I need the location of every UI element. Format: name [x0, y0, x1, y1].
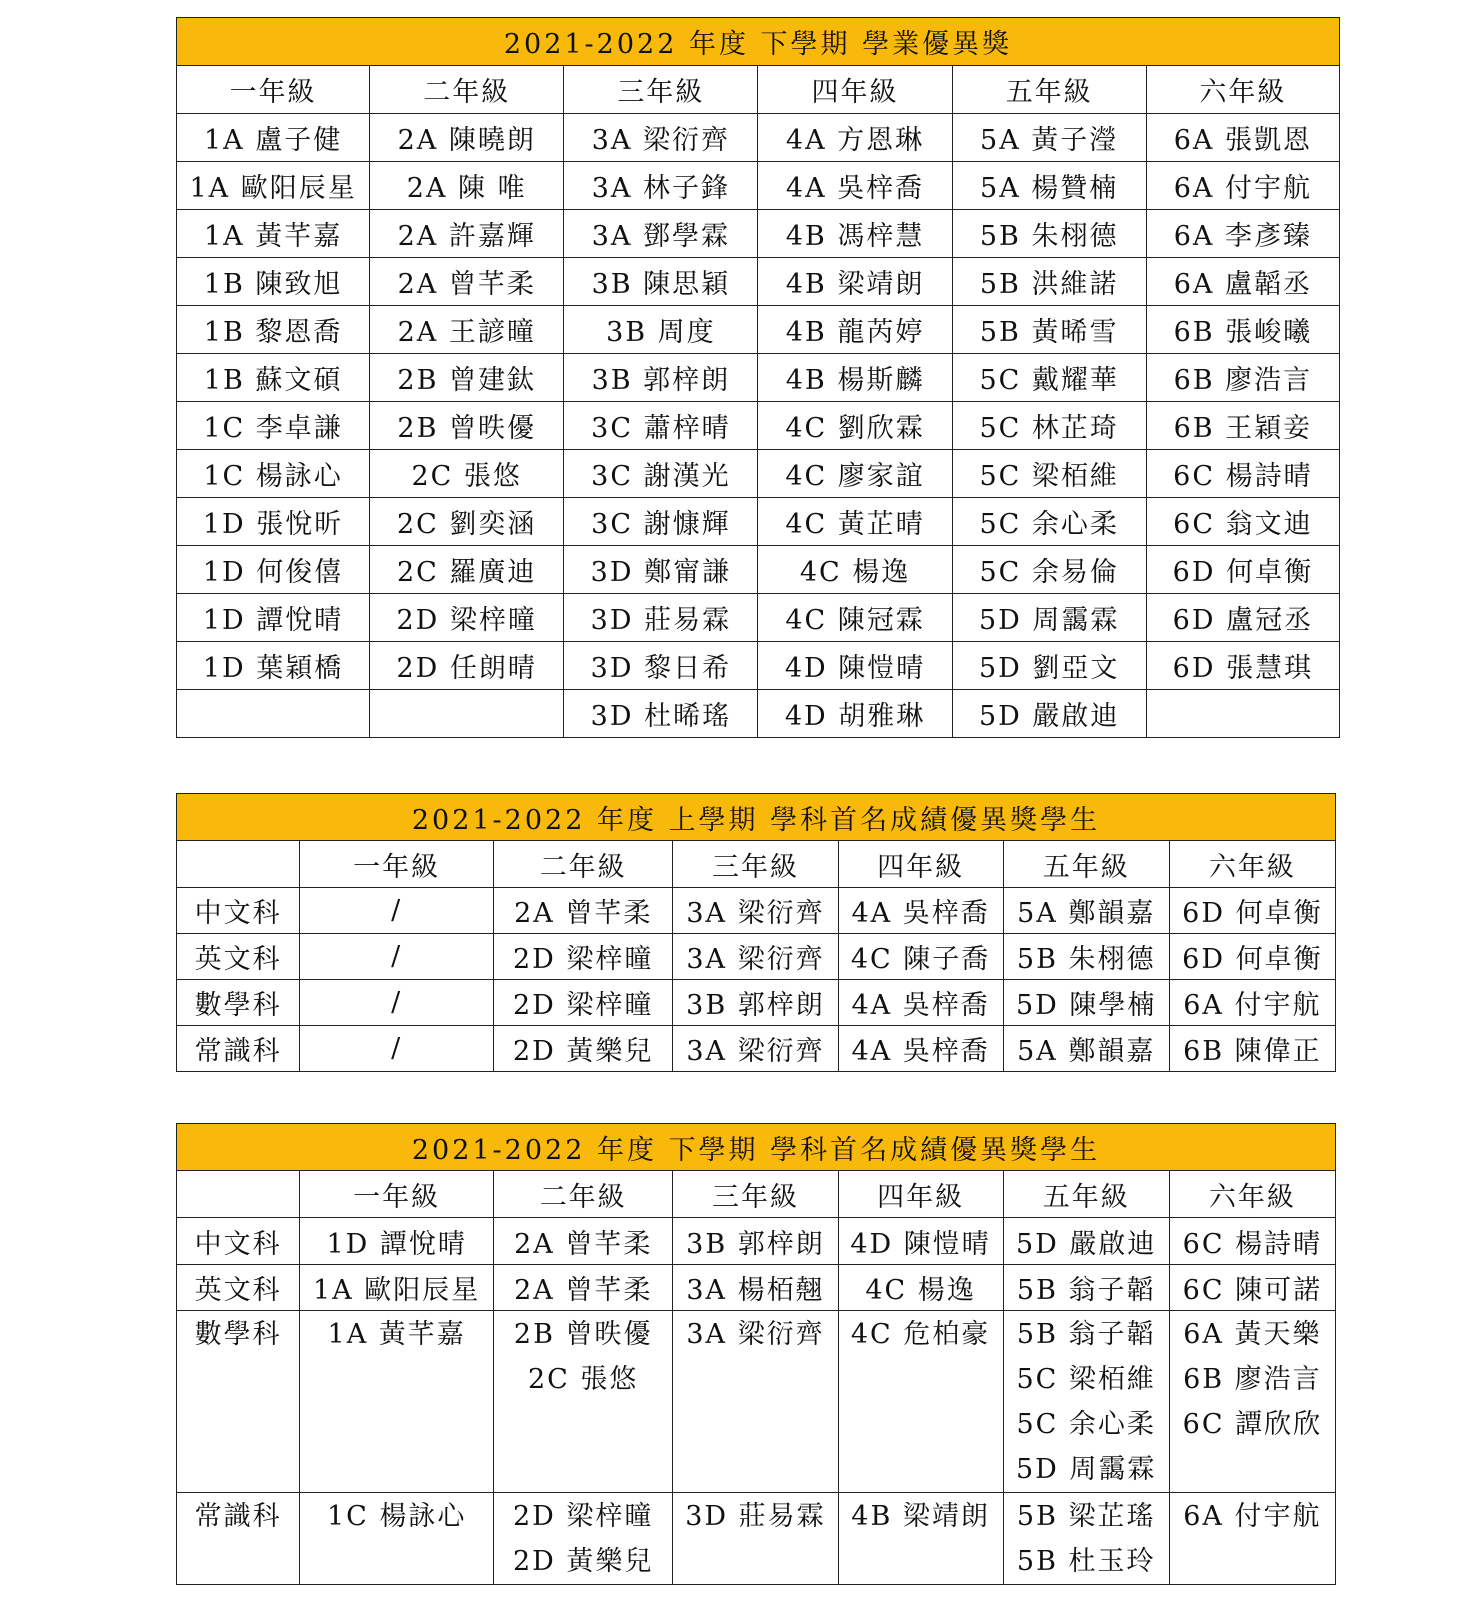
student-cell: 6A 付宇航: [1169, 980, 1335, 1026]
grade-header: 六年級: [1169, 841, 1335, 888]
grade-header: 一年級: [300, 841, 494, 888]
table-row: [177, 162, 1340, 210]
student-name: 4B 梁靖朗: [851, 1501, 990, 1532]
student-cell: 2D 黃樂兒: [494, 1026, 673, 1072]
student-cell: [673, 1265, 838, 1311]
grade-header-row: [177, 66, 1340, 114]
student-cell: 1D 葉穎橋: [177, 642, 370, 690]
grade-header-row: [177, 1171, 1336, 1218]
student-cell: [673, 1493, 838, 1585]
student-cell: 6D 何卓衡: [1146, 546, 1339, 594]
student-cell: 4B 龍芮婷: [758, 306, 952, 354]
student-cell: 4B 馮梓慧: [758, 210, 952, 258]
grade-header: 三年級: [673, 841, 838, 888]
subject-label: 數學科: [177, 1311, 300, 1493]
subject-label: 常識科: [177, 1026, 300, 1072]
grade-header: 四年級: [838, 841, 1003, 888]
table-title: 2021-2022 年度 上學期 學科首名成績優異獎學生: [177, 794, 1336, 841]
student-cell: 6B 張峻曦: [1146, 306, 1339, 354]
student-cell: 2B 曾建鈦: [370, 354, 564, 402]
student-cell: 1D 譚悅晴: [177, 594, 370, 642]
student-name: 1D 譚悅晴: [326, 1228, 467, 1260]
student-cell: 6C 翁文迪: [1146, 498, 1339, 546]
table-row: [177, 210, 1340, 258]
student-cell: 3B 周度: [564, 306, 758, 354]
table-row: [177, 450, 1340, 498]
student-cell: [838, 1311, 1003, 1493]
student-cell: 5A 鄭韻嘉: [1003, 888, 1169, 934]
student-cell: 3C 蕭梓晴: [564, 402, 758, 450]
student-cell: 2A 王諺曈: [370, 306, 564, 354]
student-cell: 6D 何卓衡: [1169, 888, 1335, 934]
student-cell: 3A 梁衍齊: [673, 888, 838, 934]
student-name: 6C 楊詩晴: [1182, 1228, 1323, 1260]
table-row: [177, 114, 1340, 162]
student-cell: 1B 陳致旭: [177, 258, 370, 306]
student-cell: 6A 李彥臻: [1146, 210, 1339, 258]
student-cell: 4D 胡雅琳: [758, 690, 952, 738]
student-cell: 1D 張悅昕: [177, 498, 370, 546]
student-cell: /: [300, 980, 494, 1026]
student-name: 4D 陳愷晴: [850, 1228, 991, 1260]
student-cell: 2D 梁梓曈: [494, 980, 673, 1026]
student-cell: [494, 1493, 673, 1585]
student-cell: 6D 張慧琪: [1146, 642, 1339, 690]
student-cell: 1C 李卓謙: [177, 402, 370, 450]
student-name: 2A 曾芊柔: [514, 1228, 653, 1260]
student-cell: 6C 楊詩晴: [1146, 450, 1339, 498]
student-cell: [1003, 1218, 1169, 1265]
student-name: 1A 歐阳辰星: [313, 1275, 481, 1306]
student-cell: [673, 1311, 838, 1493]
student-cell: 6A 盧韜丞: [1146, 258, 1339, 306]
student-cell: 2B 曾昳優: [370, 402, 564, 450]
table-row: [177, 546, 1340, 594]
student-cell: 4A 吳梓喬: [838, 980, 1003, 1026]
corner-cell: [177, 841, 300, 888]
student-name: 5B 梁芷瑤: [1016, 1501, 1156, 1532]
student-cell: 3D 鄭甯謙: [564, 546, 758, 594]
student-cell: 2D 梁梓曈: [494, 934, 673, 980]
student-cell: 3A 梁衍齊: [564, 114, 758, 162]
student-cell: 4A 吳梓喬: [758, 162, 952, 210]
student-cell: 2C 羅廣迪: [370, 546, 564, 594]
student-cell: 5A 楊贊楠: [952, 162, 1146, 210]
student-cell: 1B 黎恩喬: [177, 306, 370, 354]
second-term-subject-top-table: [176, 1123, 1336, 1585]
student-cell: /: [300, 934, 494, 980]
student-cell: 2A 曾芊柔: [370, 258, 564, 306]
subject-label: 常識科: [177, 1493, 300, 1585]
student-cell: 1A 盧子健: [177, 114, 370, 162]
student-cell: [1169, 1265, 1335, 1311]
subject-label: 數學科: [177, 980, 300, 1026]
subject-row: [177, 934, 1336, 980]
subject-label: 中文科: [177, 1218, 300, 1265]
student-cell: [838, 1218, 1003, 1265]
academic-excellence-award-table: [176, 17, 1340, 738]
student-cell: 4C 廖家誼: [758, 450, 952, 498]
student-cell: /: [300, 888, 494, 934]
subject-row: [177, 1026, 1336, 1072]
student-cell: [1169, 1493, 1335, 1585]
student-cell: [838, 1265, 1003, 1311]
student-cell: 5B 洪維諾: [952, 258, 1146, 306]
subject-row: [177, 1493, 1336, 1585]
student-cell: 2C 劉奕涵: [370, 498, 564, 546]
student-name: 1C 楊詠心: [326, 1501, 467, 1532]
student-name: 5D 周靄霖: [1016, 1454, 1157, 1485]
student-cell: [1169, 1311, 1335, 1493]
student-cell: [494, 1311, 673, 1493]
student-cell: 2C 張悠: [370, 450, 564, 498]
grade-header: 一年級: [177, 66, 370, 114]
student-name: 3A 楊栢翹: [686, 1275, 825, 1306]
subject-label: 英文科: [177, 1265, 300, 1311]
student-name: 2D 黃樂兒: [512, 1546, 654, 1577]
student-cell: 4A 方恩琳: [758, 114, 952, 162]
student-cell: [370, 690, 564, 738]
table-row: [177, 642, 1340, 690]
student-cell: [673, 1218, 838, 1265]
student-cell: 2D 任朗晴: [370, 642, 564, 690]
student-cell: 4C 劉欣霖: [758, 402, 952, 450]
subject-row: [177, 1311, 1336, 1493]
student-cell: 3B 郭梓朗: [564, 354, 758, 402]
student-cell: 4C 陳子喬: [838, 934, 1003, 980]
student-name: 6A 黃天樂: [1183, 1319, 1322, 1350]
grade-header: 三年級: [564, 66, 758, 114]
student-cell: 5C 戴耀華: [952, 354, 1146, 402]
student-cell: 6B 廖浩言: [1146, 354, 1339, 402]
student-cell: 1A 黃芊嘉: [177, 210, 370, 258]
student-cell: 1C 楊詠心: [177, 450, 370, 498]
subject-row: [177, 980, 1336, 1026]
student-cell: 6A 張凱恩: [1146, 114, 1339, 162]
student-cell: [1169, 1218, 1335, 1265]
student-name: 5B 杜玉玲: [1016, 1546, 1156, 1577]
student-name: 2C 張悠: [527, 1364, 639, 1395]
grade-header: 六年級: [1169, 1171, 1335, 1218]
student-cell: 3A 鄧學霖: [564, 210, 758, 258]
grade-header: 五年級: [1003, 841, 1169, 888]
student-cell: [300, 1493, 494, 1585]
student-cell: 4D 陳愷晴: [758, 642, 952, 690]
student-name: 4C 楊逸: [865, 1275, 976, 1306]
student-name: 6B 廖浩言: [1183, 1364, 1322, 1395]
subject-row: [177, 888, 1336, 934]
student-cell: 2A 許嘉輝: [370, 210, 564, 258]
table-row: [177, 354, 1340, 402]
student-cell: [177, 690, 370, 738]
student-name: 3A 梁衍齊: [686, 1319, 825, 1350]
student-cell: [838, 1493, 1003, 1585]
student-cell: [1003, 1493, 1169, 1585]
student-name: 3D 莊易霖: [685, 1501, 826, 1532]
grade-header: 五年級: [952, 66, 1146, 114]
student-cell: 6A 付宇航: [1146, 162, 1339, 210]
student-cell: 2A 陳曉朗: [370, 114, 564, 162]
student-cell: [300, 1265, 494, 1311]
student-cell: [1146, 690, 1339, 738]
student-name: 2B 曾昳優: [513, 1319, 653, 1350]
subject-row: [177, 1265, 1336, 1311]
student-name: 3B 郭梓朗: [686, 1228, 825, 1260]
student-name: 4C 危柏豪: [850, 1319, 991, 1350]
student-cell: 3D 莊易霖: [564, 594, 758, 642]
student-cell: 3B 郭梓朗: [673, 980, 838, 1026]
subject-row: [177, 1218, 1336, 1265]
student-name: 6C 陳可諾: [1182, 1275, 1323, 1306]
student-name: 5D 嚴啟迪: [1016, 1228, 1157, 1260]
student-cell: 3A 梁衍齊: [673, 934, 838, 980]
corner-cell: [177, 1171, 300, 1218]
grade-header: 二年級: [494, 841, 673, 888]
student-name: 2A 曾芊柔: [514, 1275, 653, 1306]
student-cell: 6B 王穎妾: [1146, 402, 1339, 450]
student-cell: 6D 盧冠丞: [1146, 594, 1339, 642]
student-cell: 4B 梁靖朗: [758, 258, 952, 306]
student-cell: 5D 嚴啟迪: [952, 690, 1146, 738]
student-cell: 3D 杜晞瑤: [564, 690, 758, 738]
student-name: 2D 梁梓曈: [512, 1501, 654, 1532]
student-cell: 5B 黃晞雪: [952, 306, 1146, 354]
student-cell: 5C 余易倫: [952, 546, 1146, 594]
subject-label: 中文科: [177, 888, 300, 934]
student-name: 5B 翁子韜: [1016, 1275, 1156, 1306]
student-name: 6C 譚欣欣: [1182, 1409, 1323, 1440]
student-cell: 5B 朱栩德: [952, 210, 1146, 258]
table-row: [177, 402, 1340, 450]
student-cell: 5C 余心柔: [952, 498, 1146, 546]
student-cell: 4A 吳梓喬: [838, 1026, 1003, 1072]
table-title: 2021-2022 年度 下學期 學科首名成績優異獎學生: [177, 1124, 1336, 1171]
student-name: 6A 付宇航: [1183, 1501, 1322, 1532]
table-title: 2021-2022 年度 下學期 學業優異獎: [177, 18, 1340, 66]
student-cell: 4C 黃芷晴: [758, 498, 952, 546]
grade-header: 五年級: [1003, 1171, 1169, 1218]
student-cell: 4C 楊逸: [758, 546, 952, 594]
table-row: [177, 258, 1340, 306]
student-cell: 5A 鄭韻嘉: [1003, 1026, 1169, 1072]
student-cell: 4A 吳梓喬: [838, 888, 1003, 934]
grade-header: 四年級: [758, 66, 952, 114]
student-cell: 5D 劉亞文: [952, 642, 1146, 690]
student-cell: 3C 謝漢光: [564, 450, 758, 498]
student-cell: 6D 何卓衡: [1169, 934, 1335, 980]
student-cell: 4B 楊斯麟: [758, 354, 952, 402]
student-cell: 5C 林芷琦: [952, 402, 1146, 450]
student-cell: 3A 梁衍齊: [673, 1026, 838, 1072]
student-cell: 2D 梁梓曈: [370, 594, 564, 642]
student-cell: 2A 陳 唯: [370, 162, 564, 210]
student-cell: 1A 歐阳辰星: [177, 162, 370, 210]
student-cell: 5B 朱栩德: [1003, 934, 1169, 980]
student-cell: /: [300, 1026, 494, 1072]
grade-header: 三年級: [673, 1171, 838, 1218]
student-cell: 6B 陳偉正: [1169, 1026, 1335, 1072]
student-cell: [300, 1311, 494, 1493]
student-cell: 1D 何俊僖: [177, 546, 370, 594]
student-cell: 2A 曾芊柔: [494, 888, 673, 934]
student-cell: 3C 謝慷輝: [564, 498, 758, 546]
student-name: 5C 余心柔: [1016, 1409, 1156, 1440]
grade-header-row: [177, 841, 1336, 888]
student-cell: 5C 梁栢維: [952, 450, 1146, 498]
student-name: 5C 梁栢維: [1016, 1364, 1156, 1395]
table-row: [177, 690, 1340, 738]
grade-header: 六年級: [1146, 66, 1339, 114]
student-cell: 5A 黃子瀅: [952, 114, 1146, 162]
grade-header: 一年級: [300, 1171, 494, 1218]
student-cell: 5D 周靄霖: [952, 594, 1146, 642]
grade-header: 二年級: [370, 66, 564, 114]
student-cell: [494, 1218, 673, 1265]
student-cell: 1B 蘇文碩: [177, 354, 370, 402]
table-row: [177, 498, 1340, 546]
student-cell: 3D 黎日希: [564, 642, 758, 690]
subject-label: 英文科: [177, 934, 300, 980]
table-row: [177, 594, 1340, 642]
student-cell: 3B 陳思穎: [564, 258, 758, 306]
student-name: 5B 翁子韜: [1016, 1319, 1156, 1350]
grade-header: 四年級: [838, 1171, 1003, 1218]
student-cell: [494, 1265, 673, 1311]
student-cell: 4C 陳冠霖: [758, 594, 952, 642]
student-cell: [300, 1218, 494, 1265]
grade-header: 二年級: [494, 1171, 673, 1218]
student-cell: [1003, 1311, 1169, 1493]
student-cell: 3A 林子鋒: [564, 162, 758, 210]
student-cell: 5D 陳學楠: [1003, 980, 1169, 1026]
student-name: 1A 黃芊嘉: [327, 1319, 466, 1350]
table-row: [177, 306, 1340, 354]
student-cell: [1003, 1265, 1169, 1311]
first-term-subject-top-table: [176, 793, 1336, 1072]
